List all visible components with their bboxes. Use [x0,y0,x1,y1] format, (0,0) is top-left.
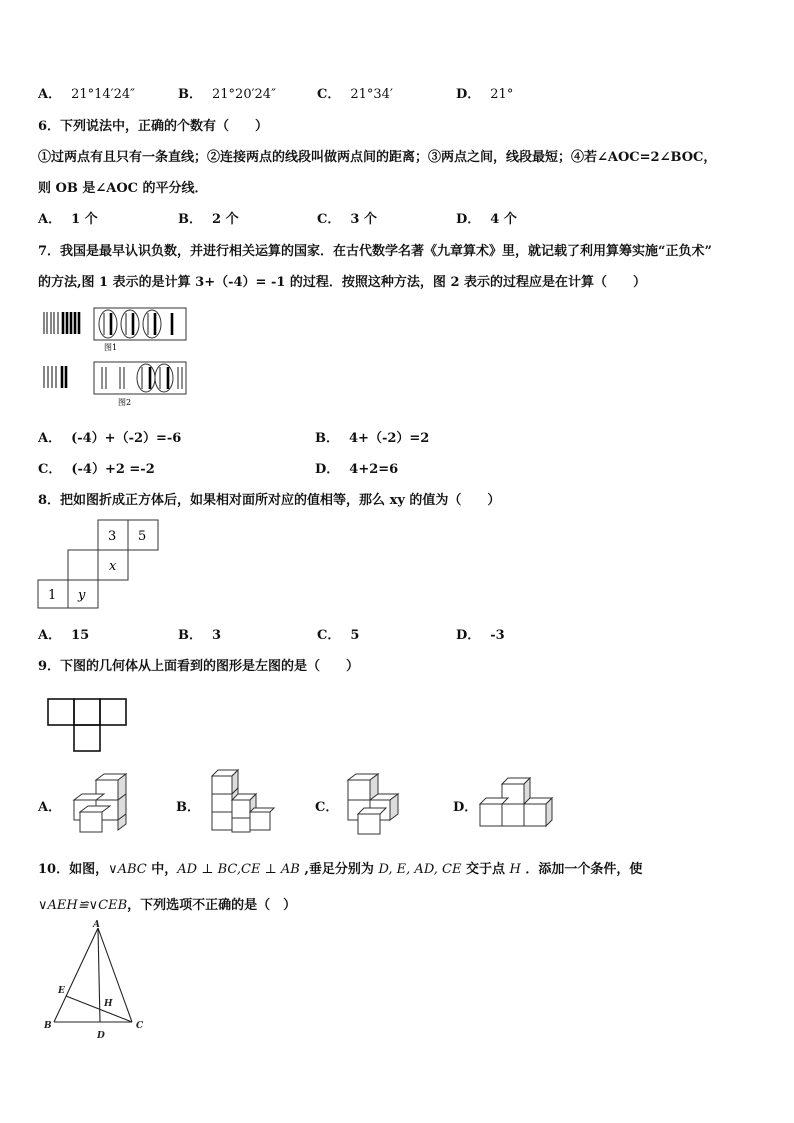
option-label: C． [317,212,341,227]
q10-triangle-abc: ∨ABC [108,862,147,877]
option-label: B． [178,212,202,227]
q10-mid2: ,垂足分别为 [299,862,379,877]
q9-option-c-cubes [344,772,406,838]
figure-1 [44,308,186,352]
q9-stem: 9．下图的几何体从上面看到的图形是左图的是（ ） [38,659,360,674]
q10-point-h: H [509,862,521,877]
option-text: 21° [490,87,514,102]
q8-option-c [317,624,359,643]
q6-option-c [317,208,377,227]
q8-option-d [456,624,505,643]
label-d: D [97,1031,105,1041]
q7-option-d [315,458,398,477]
q9-option-a-cubes [66,772,138,838]
net-cell-x: x [109,559,117,574]
q10-mid3: 交于点 [461,862,510,877]
q7-option-c [38,458,155,477]
q7-counting-rods-figure [38,300,198,412]
fig2-caption: 图2 [118,398,132,407]
q10-stem-line1 [38,858,642,877]
q7-stem-line2: 的方法,图 1 表示的是计算 3+（-4）= -1 的过程．按照这种方法，图 2 表示的过程应是在计算（ ） [38,275,647,290]
q10-points: D, E, AD, CE [378,862,462,877]
label-h: H [104,999,113,1009]
q8-stem: 8．把如图折成正方体后，如果相对面所对应的值相等，那么 xy 的值为（ ） [38,493,501,508]
option-label: A． [38,431,62,446]
option-text: 21°14′24″ [71,87,136,102]
option-label: C． [317,87,341,102]
q5-option-c [317,83,393,102]
net-cell-1: 1 [48,588,57,603]
q10-perpendiculars: AD ⊥ BC,CE ⊥ AB [177,862,300,877]
q6-stem: 6．下列说法中，正确的个数有（ ） [38,119,269,134]
q9-option-c-label: C． [315,800,339,815]
q10-mid1: 中， [146,862,178,877]
option-label: B． [178,87,202,102]
option-text: 3 个 [350,212,377,227]
q9-option-d-label: D． [453,800,478,815]
option-text: 4 个 [490,212,517,227]
q5-option-b [178,83,276,102]
label-e: E [58,986,65,996]
q10-congruence: ∨AEH≌∨CEB [38,898,128,913]
q5-option-a [38,83,135,102]
q5-option-d [456,83,513,102]
q6-option-b [178,208,239,227]
option-text: 3 [212,628,222,643]
option-text: 1 个 [71,212,98,227]
q10-triangle-figure [40,918,150,1042]
net-cell-y: y [78,588,86,603]
label-a: A [93,920,100,930]
label-b: B [44,1021,52,1031]
q8-option-b [178,624,221,643]
net-cell-5: 5 [138,529,147,544]
option-label: C． [317,628,341,643]
q10-stem-pre: 10．如图， [38,862,109,877]
q10-stem-line2 [38,894,296,913]
option-label: D． [456,628,481,643]
q8-cube-net [36,518,162,610]
q7-option-b [315,427,429,446]
option-text: (-4）+2 =-2 [71,462,155,477]
q6-option-a [38,208,98,227]
option-label: A． [38,87,62,102]
figure-2 [44,362,186,407]
q9-option-b-cubes [204,768,276,842]
q9-top-view-figure [46,697,130,753]
q9-option-a-label: A． [38,800,62,815]
q10-line2-text: ，下列选项不正确的是（ ） [127,898,297,913]
net-cell-3: 3 [108,529,117,544]
option-text: (-4）+（-2）=-6 [71,431,182,446]
option-label: A． [38,212,62,227]
option-text: 15 [71,628,90,643]
option-text: 4+（-2）=2 [349,431,430,446]
q7-option-a [38,427,181,446]
option-text: 21°34′ [350,87,393,102]
q9-option-b-label: B． [176,800,200,815]
option-label: D． [456,212,481,227]
option-label: B． [315,431,339,446]
q6-body-line1: ①过两点有且只有一条直线；②连接两点的线段叫做两点间的距离；③两点之间，线段最短；④若∠AOC=2∠BOC， [38,150,717,165]
option-text: 21°20′24″ [212,87,276,102]
q7-stem-line1: 7．我国是最早认识负数，并进行相关运算的国家．在古代数学名著《九章算术》里，就记载了利用算筹实施“正负术” [38,244,713,259]
option-text: -3 [490,628,505,643]
option-label: B． [178,628,202,643]
label-c: C [136,1021,144,1031]
q10-mid4: ．添加一个条件，使 [520,862,643,877]
option-text: 4+2=6 [349,462,399,477]
fig1-caption: 图1 [104,343,118,352]
option-label: D． [315,462,340,477]
q8-option-a [38,624,89,643]
option-text: 5 [350,628,360,643]
option-label: D． [456,87,481,102]
option-text: 2 个 [212,212,239,227]
q6-option-d [456,208,517,227]
q6-body-line2: 则 OB 是∠AOC 的平分线． [38,181,208,196]
option-label: A． [38,628,62,643]
option-label: C． [38,462,62,477]
q9-option-d-cubes [476,774,556,830]
